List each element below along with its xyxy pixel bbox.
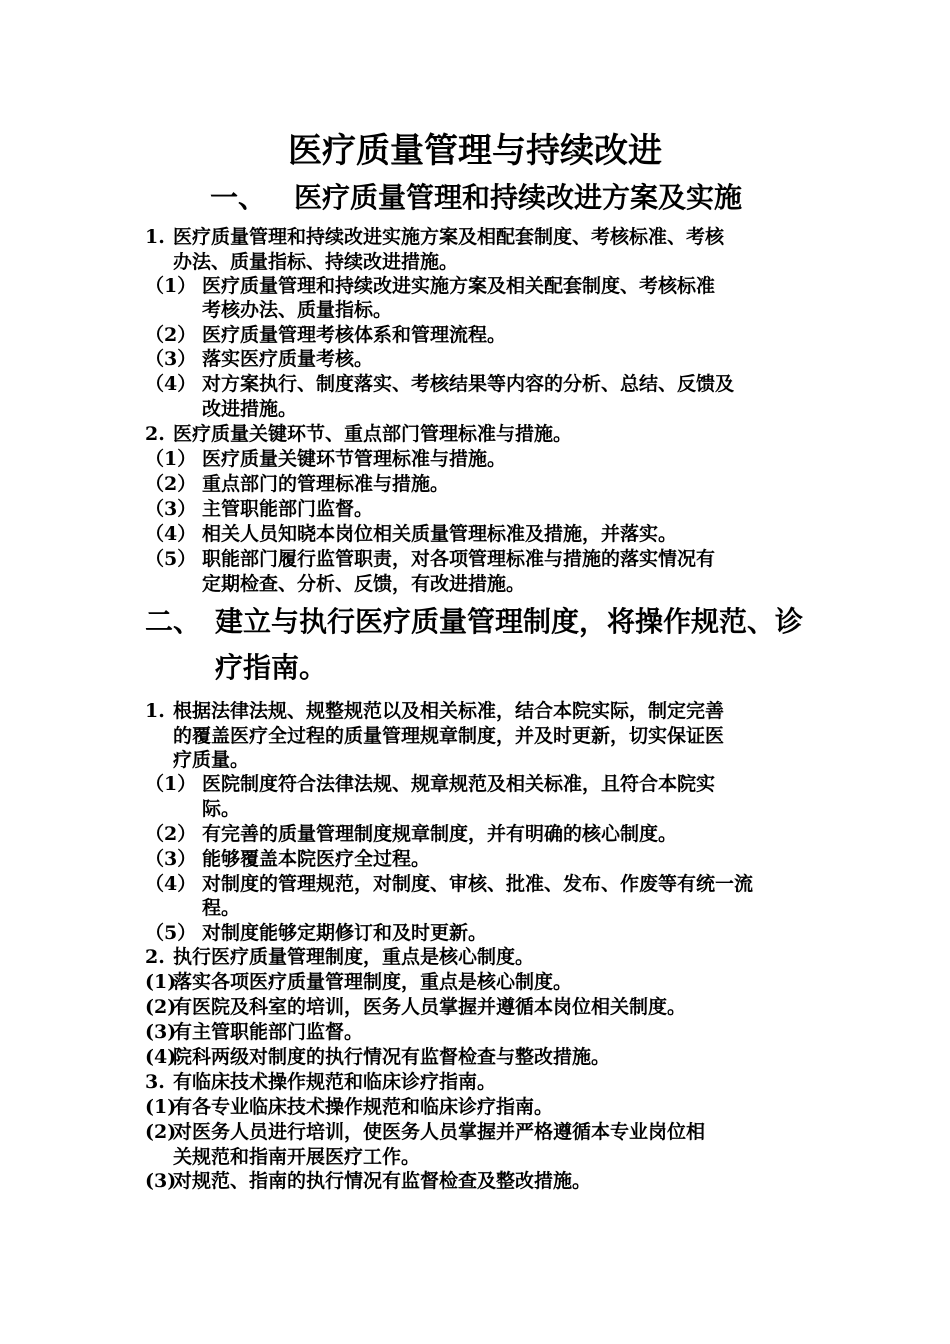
sub-text-cont: 际。 <box>202 798 241 820</box>
sub-number: (1) <box>145 971 177 993</box>
sub-text: 有主管职能部门监督。 <box>173 1021 364 1043</box>
item-text-cont: 办法、质量指标、持续改进措施。 <box>173 251 459 273</box>
section-1-heading <box>210 180 742 216</box>
document-title: 医疗质量管理与持续改进 <box>288 131 662 171</box>
sub-text-cont: 改进措施。 <box>202 398 298 420</box>
sub-text: 职能部门履行监管职责，对各项管理标准与措施的落实情况有 <box>202 548 716 570</box>
sub-text: 主管职能部门监督。 <box>202 498 374 520</box>
sub-number: （1） <box>145 448 197 470</box>
sub-text: 有完善的质量管理制度规章制度，并有明确的核心制度。 <box>202 823 678 845</box>
section-2-heading <box>145 604 201 640</box>
sub-number: (2) <box>145 996 177 1018</box>
sub-number: (2) <box>145 1121 177 1143</box>
section-2-number: 二、 <box>145 605 202 638</box>
item-number: 2. <box>145 423 165 445</box>
item-number: 1. <box>145 700 165 722</box>
sub-number: （5） <box>145 922 197 944</box>
sub-number: (4) <box>145 1046 177 1068</box>
item-number: 1. <box>145 226 165 248</box>
sub-text-cont: 程。 <box>202 897 241 919</box>
sub-number: （4） <box>145 873 197 895</box>
sub-number: （4） <box>145 373 197 395</box>
section-1-title: 医疗质量管理和持续改进方案及实施 <box>294 181 743 214</box>
sub-number: （4） <box>145 523 197 545</box>
item-number: 3. <box>145 1071 165 1093</box>
sub-number: （3） <box>145 348 197 370</box>
sub-text: 对医务人员进行培训，使医务人员掌握并严格遵循本专业岗位相 <box>173 1121 706 1143</box>
sub-number: （1） <box>145 275 197 297</box>
sub-text-cont: 考核办法、质量指标。 <box>202 299 393 321</box>
sub-text: 医疗质量管理考核体系和管理流程。 <box>202 324 507 346</box>
section-2-title: 建立与执行医疗质量管理制度，将操作规范、诊 <box>215 605 804 638</box>
sub-text: 有各专业临床技术操作规范和临床诊疗指南。 <box>173 1096 554 1118</box>
sub-text-cont: 定期检查、分析、反馈，有改进措施。 <box>202 573 526 595</box>
sub-text: 落实医疗质量考核。 <box>202 348 374 370</box>
sub-text: 医疗质量关键环节管理标准与措施。 <box>202 448 507 470</box>
sub-text: 相关人员知晓本岗位相关质量管理标准及措施，并落实。 <box>202 523 678 545</box>
section-1-number: 一、 <box>210 181 267 214</box>
sub-text: 院科两级对制度的执行情况有监督检查与整改措施。 <box>173 1046 611 1068</box>
sub-text: 医院制度符合法律法规、规章规范及相关标准，且符合本院实 <box>202 773 716 795</box>
sub-number: (1) <box>145 1096 177 1118</box>
sub-text-cont: 关规范和指南开展医疗工作。 <box>173 1146 421 1168</box>
sub-text: 对制度能够定期修订和及时更新。 <box>202 922 488 944</box>
sub-number: (3) <box>145 1021 177 1043</box>
sub-text: 能够覆盖本院医疗全过程。 <box>202 848 431 870</box>
sub-text: 落实各项医疗质量管理制度，重点是核心制度。 <box>173 971 573 993</box>
sub-number: （3） <box>145 848 197 870</box>
item-text-cont: 的覆盖医疗全过程的质量管理规章制度，并及时更新，切实保证医 <box>173 725 725 747</box>
sub-number: （5） <box>145 548 197 570</box>
sub-text: 有医院及科室的培训，医务人员掌握并遵循本岗位相关制度。 <box>173 996 687 1018</box>
item-text: 执行医疗质量管理制度，重点是核心制度。 <box>173 946 535 968</box>
sub-text: 对方案执行、制度落实、考核结果等内容的分析、总结、反馈及 <box>202 373 735 395</box>
item-text: 有临床技术操作规范和临床诊疗指南。 <box>173 1071 497 1093</box>
item-text-cont: 疗质量。 <box>173 749 250 771</box>
section-2-title-cont: 疗指南。 <box>215 651 328 684</box>
sub-text: 对制度的管理规范，对制度、审核、批准、发布、作废等有统一流 <box>202 873 754 895</box>
item-text: 根据法律法规、规整规范以及相关标准，结合本院实际，制定完善 <box>173 700 725 722</box>
sub-number: （2） <box>145 823 197 845</box>
sub-number: (3) <box>145 1170 177 1192</box>
sub-number: （2） <box>145 324 197 346</box>
sub-text: 医疗质量管理和持续改进实施方案及相关配套制度、考核标准 <box>202 275 716 297</box>
item-text: 医疗质量管理和持续改进实施方案及相配套制度、考核标准、考核 <box>173 226 725 248</box>
sub-number: （3） <box>145 498 197 520</box>
item-text: 医疗质量关键环节、重点部门管理标准与措施。 <box>173 423 573 445</box>
sub-number: （2） <box>145 473 197 495</box>
sub-text: 重点部门的管理标准与措施。 <box>202 473 450 495</box>
item-number: 2. <box>145 946 165 968</box>
sub-number: （1） <box>145 773 197 795</box>
sub-text: 对规范、指南的执行情况有监督检查及整改措施。 <box>173 1170 592 1192</box>
